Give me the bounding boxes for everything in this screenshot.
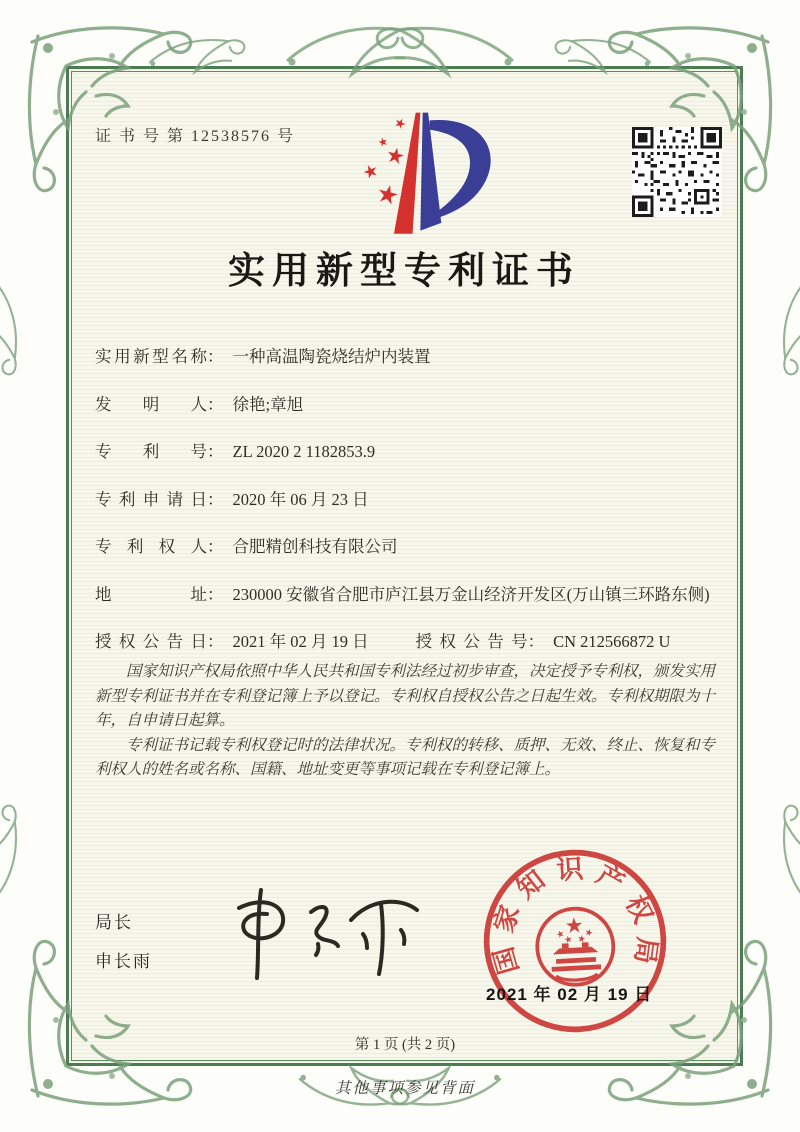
field-row-filing-date [95, 487, 713, 513]
grant-number-pair [416, 629, 671, 655]
certificate-title: 实用新型专利证书 [228, 251, 580, 292]
field-row-patentee [95, 534, 713, 560]
colon: ： [207, 537, 224, 556]
field-value: ZL 2020 2 1182853.9 [232, 442, 376, 461]
field-row-inventor [95, 392, 713, 418]
field-label: 授权公告号 [415, 632, 528, 651]
cnipa-official-seal-icon [475, 841, 675, 1041]
seal-date: 2021 年 02 月 19 日 [486, 985, 653, 1004]
legal-paragraph: 专利证书记载专利权登记时的法律状况。专利权的转移、质押、无效、终止、恢复和专利权人的姓名或名称、国籍、地址变更等事项记载在专利登记簿上。 [95, 736, 716, 778]
field-label: 专利号 [95, 442, 207, 461]
back-note: 其他事项参见背面 [334, 1080, 475, 1097]
grant-date-value: 2021 年 02 月 19 日 [232, 632, 369, 651]
field-label: 专利申请日 [95, 489, 207, 509]
officer-name: 申长雨 [95, 952, 152, 971]
certificate-number: 证 书 号 第 12538576 号 [95, 128, 296, 145]
colon: ： [207, 394, 224, 414]
field-value: 合肥精创科技有限公司 [232, 537, 398, 556]
colon: ： [207, 442, 224, 461]
field-value: 230000 安徽省合肥市庐江县万金山经济开发区(万山镇三环路东侧) [232, 584, 710, 604]
field-row-grant [95, 629, 713, 655]
colon: ： [207, 347, 224, 366]
director-signature-icon [205, 878, 435, 988]
field-label: 授权公告日 [95, 632, 207, 651]
field-label: 地址 [95, 584, 207, 604]
colon: ： [207, 489, 224, 509]
field-row-address [95, 582, 713, 608]
cnipa-patent-logo-icon [333, 108, 517, 240]
page-number: 第 1 页 (共 2 页) [354, 1037, 456, 1053]
field-value: 徐艳;章旭 [232, 394, 304, 414]
field-row-patent-no [95, 439, 713, 465]
field-label: 发明人 [95, 394, 207, 414]
seal-text: 国家知识产权局 [487, 853, 663, 978]
officer-title: 局长 [95, 913, 133, 932]
field-value: 一种高温陶瓷烧结炉内装置 [232, 347, 431, 366]
legal-paragraph: 国家知识产权局依照中华人民共和国专利法经过初步审查，决定授予专利权，颁发实用新型专利证书并在专利登记簿上予以登记。专利权自授权公告之日起生效。专利权期限为十年，自申请日起算。 [95, 663, 716, 729]
field-row-name [95, 344, 713, 370]
colon: ： [527, 632, 545, 651]
grant-number-value: CN 212566872 U [553, 632, 671, 651]
legal-paragraphs [95, 660, 717, 783]
field-label: 专利权人 [95, 537, 207, 556]
field-list [95, 344, 713, 655]
field-value: 2020 年 06 月 23 日 [232, 489, 369, 509]
colon: ： [207, 632, 224, 651]
qr-code [632, 127, 722, 217]
officer-block [95, 908, 152, 986]
field-label: 实用新型名称 [95, 347, 207, 366]
grant-date-pair [95, 629, 369, 655]
colon: ： [207, 584, 224, 604]
